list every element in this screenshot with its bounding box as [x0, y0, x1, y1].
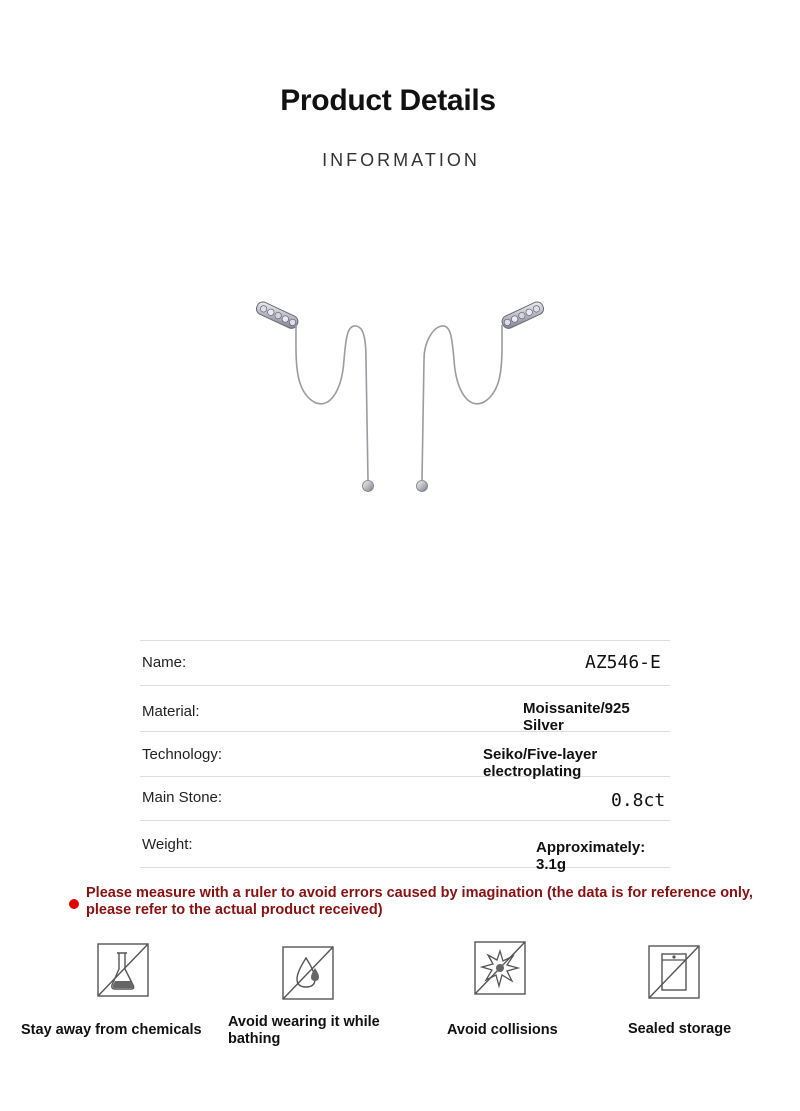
spec-table — [140, 640, 670, 873]
care-label: Stay away from chemicals — [21, 1022, 202, 1038]
page-title: Product Details — [280, 84, 496, 117]
spec-value: Approximately: 3.1g — [536, 839, 646, 873]
product-image — [240, 280, 560, 510]
page-subtitle: INFORMATION — [322, 150, 480, 170]
spec-label: Main Stone: — [142, 789, 223, 806]
spec-row-name — [140, 641, 670, 686]
spec-value: 0.8ct — [611, 790, 666, 811]
chemical-flask-icon — [97, 943, 149, 997]
spec-row-main-stone — [140, 777, 670, 821]
spec-row-material — [140, 686, 670, 732]
care-label: Avoid collisions — [447, 1022, 558, 1038]
measurement-notice: Please measure with a ruler to avoid errors caused by imagination (the data is for reference only, please refer to the actual product received) — [86, 885, 753, 918]
spec-label: Name: — [142, 654, 187, 671]
water-drop-icon — [282, 946, 334, 1000]
sealed-bag-icon — [648, 945, 700, 999]
spec-value: Seiko/Five-layer electroplating — [483, 746, 598, 780]
spec-row-technology — [140, 732, 670, 780]
spec-label: Material: — [142, 703, 200, 720]
collision-burst-icon — [474, 941, 526, 995]
left-earring — [255, 300, 374, 492]
care-label: Avoid wearing it while bathing — [228, 1014, 380, 1047]
spec-value: Moissanite/925 Silver — [523, 700, 630, 734]
spec-value: AZ546-E — [585, 652, 661, 673]
notice-bullet-icon — [69, 899, 79, 909]
spec-label: Weight: — [142, 836, 193, 853]
right-earring — [417, 300, 546, 492]
spec-label: Technology: — [142, 746, 223, 763]
spec-row-weight — [140, 821, 670, 873]
care-label: Sealed storage — [628, 1021, 732, 1037]
